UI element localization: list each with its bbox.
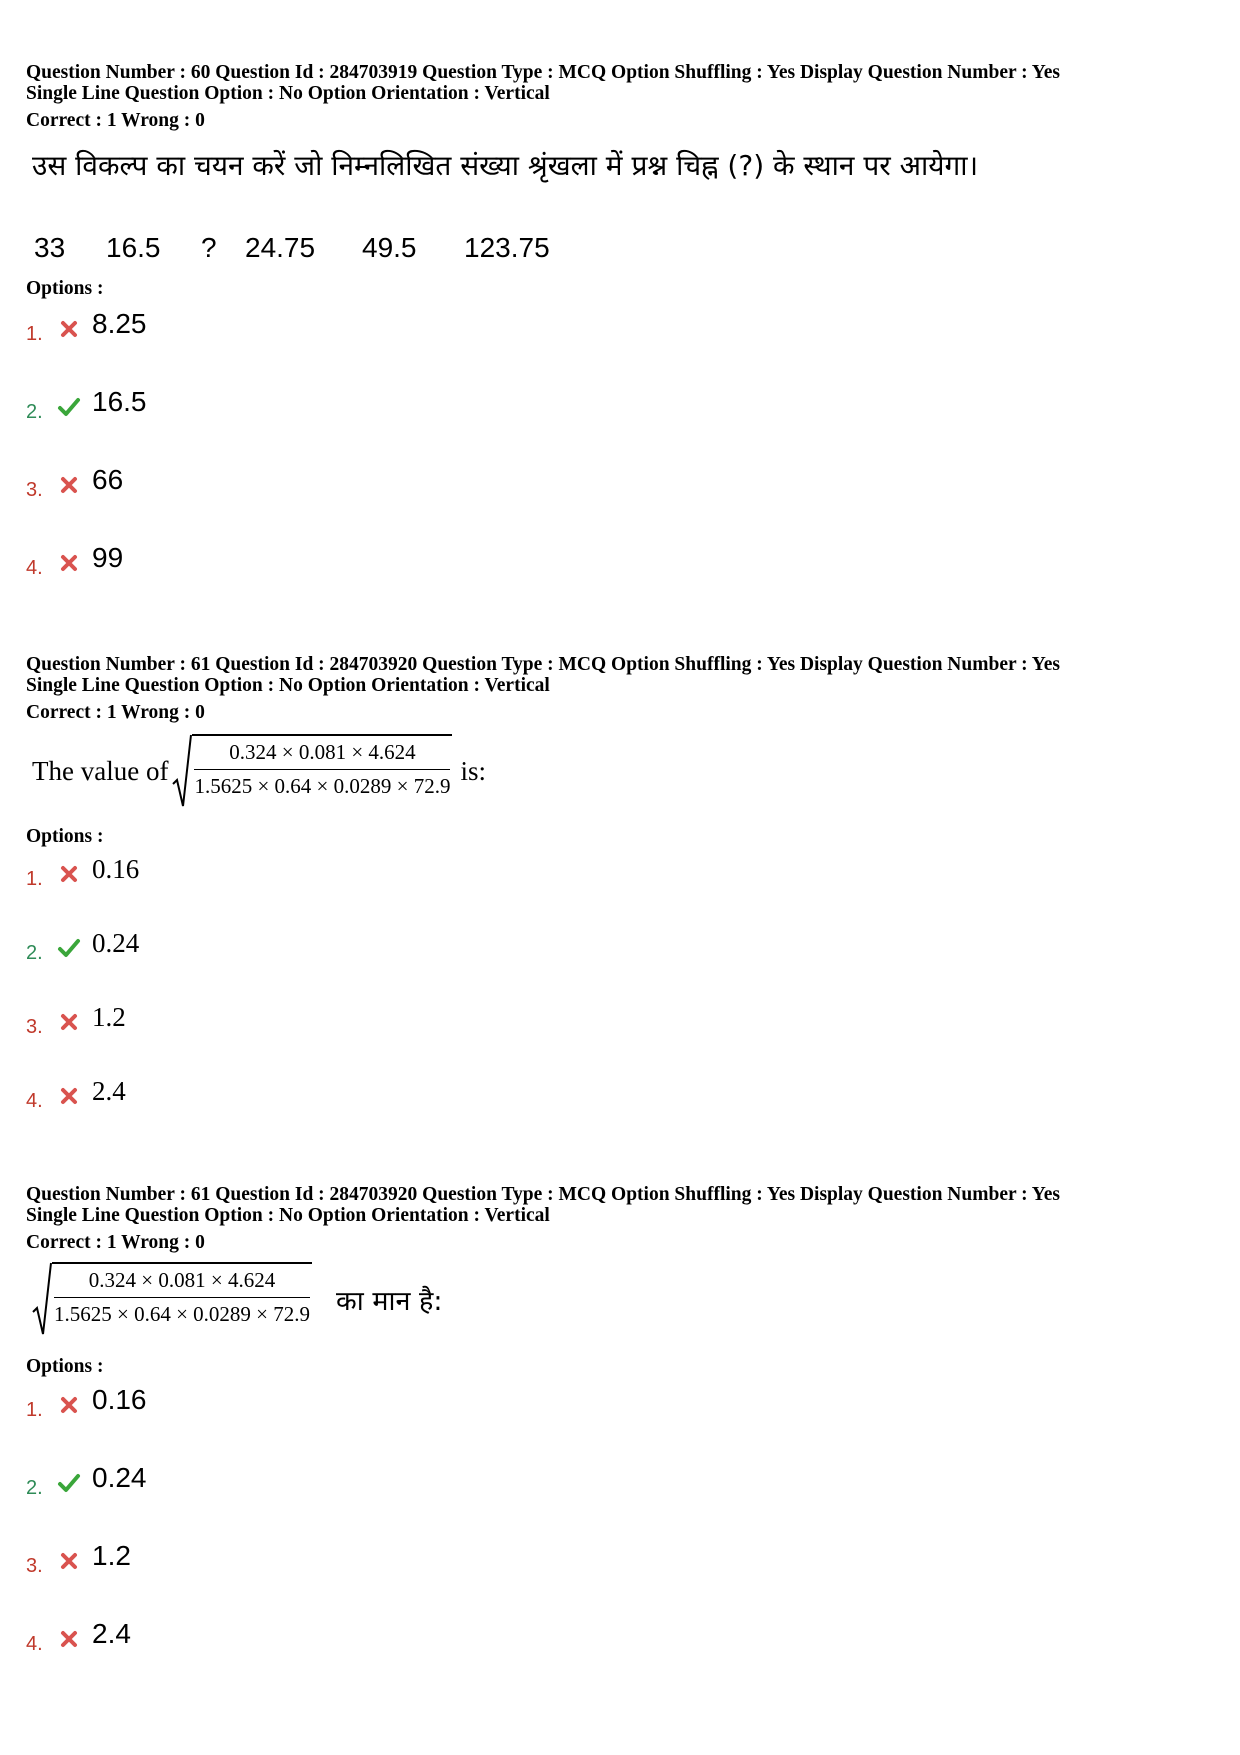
option-3[interactable] bbox=[26, 464, 124, 501]
cross-icon bbox=[56, 1009, 82, 1035]
cross-icon bbox=[56, 861, 82, 887]
fraction bbox=[52, 1262, 312, 1336]
option-value: 1.2 bbox=[92, 1540, 131, 1571]
question-tail-text: is: bbox=[460, 755, 486, 786]
option-number: 1. bbox=[26, 323, 43, 345]
option-value: 16.5 bbox=[92, 386, 147, 417]
cross-icon bbox=[56, 1083, 82, 1109]
series-term: 49.5 bbox=[362, 232, 417, 263]
series-term: 16.5 bbox=[106, 232, 161, 263]
score-line: Correct : 1 Wrong : 0 bbox=[26, 702, 205, 723]
option-value: 0.24 bbox=[92, 928, 140, 958]
option-2[interactable] bbox=[26, 928, 140, 964]
numerator: 0.324 × 0.081 × 4.624 bbox=[54, 1268, 310, 1298]
number-series bbox=[34, 232, 550, 264]
cross-icon bbox=[56, 550, 82, 576]
cross-icon bbox=[56, 316, 82, 342]
option-number: 2. bbox=[26, 1477, 43, 1499]
check-icon bbox=[56, 935, 82, 961]
numerator: 0.324 × 0.081 × 4.624 bbox=[194, 740, 450, 770]
option-1[interactable] bbox=[26, 1384, 147, 1421]
option-number: 2. bbox=[26, 942, 43, 964]
option-4[interactable] bbox=[26, 1076, 126, 1112]
question-meta-line1: Question Number : 61 Question Id : 284703920 Question Type : MCQ Option Shuffling : Yes Display Question Number : Yes bbox=[26, 654, 1060, 675]
cross-icon bbox=[56, 472, 82, 498]
series-term: ? bbox=[201, 232, 217, 263]
series-term: 24.75 bbox=[245, 232, 316, 263]
question-meta-line1: Question Number : 60 Question Id : 284703919 Question Type : MCQ Option Shuffling : Yes Display Question Number : Yes bbox=[26, 62, 1060, 83]
question-meta-line2: Single Line Question Option : No Option Orientation : Vertical bbox=[26, 675, 550, 696]
option-number: 4. bbox=[26, 1090, 43, 1112]
cross-icon bbox=[56, 1392, 82, 1418]
option-3[interactable] bbox=[26, 1540, 131, 1577]
series-term: 33 bbox=[34, 232, 66, 263]
score-line: Correct : 1 Wrong : 0 bbox=[26, 110, 205, 131]
question-formula bbox=[32, 1262, 442, 1336]
option-number: 1. bbox=[26, 868, 43, 890]
option-value: 2.4 bbox=[92, 1618, 131, 1649]
option-number: 4. bbox=[26, 1633, 43, 1655]
fraction bbox=[192, 734, 452, 808]
option-value: 0.24 bbox=[92, 1462, 147, 1493]
series-term: 123.75 bbox=[464, 232, 550, 263]
option-1[interactable] bbox=[26, 854, 140, 890]
square-root bbox=[32, 1262, 312, 1336]
option-value: 8.25 bbox=[92, 308, 147, 339]
question-tail-text: का मान है: bbox=[336, 1285, 443, 1317]
option-2[interactable] bbox=[26, 386, 147, 423]
denominator: 1.5625 × 0.64 × 0.0289 × 72.9 bbox=[194, 774, 451, 798]
square-root bbox=[172, 734, 452, 808]
check-icon bbox=[56, 1470, 82, 1496]
option-4[interactable] bbox=[26, 1618, 131, 1655]
score-line: Correct : 1 Wrong : 0 bbox=[26, 1232, 205, 1253]
option-number: 4. bbox=[26, 557, 43, 579]
question-meta-line2: Single Line Question Option : No Option Orientation : Vertical bbox=[26, 1205, 550, 1226]
denominator: 1.5625 × 0.64 × 0.0289 × 72.9 bbox=[54, 1302, 311, 1326]
option-number: 3. bbox=[26, 479, 43, 501]
check-icon bbox=[56, 394, 82, 420]
option-number: 1. bbox=[26, 1399, 43, 1421]
cross-icon bbox=[56, 1626, 82, 1652]
option-4[interactable] bbox=[26, 542, 124, 579]
option-value: 66 bbox=[92, 464, 124, 495]
option-1[interactable] bbox=[26, 308, 147, 345]
option-value: 0.16 bbox=[92, 854, 140, 884]
options-label: Options : bbox=[26, 826, 104, 847]
option-value: 2.4 bbox=[92, 1076, 126, 1106]
option-value: 99 bbox=[92, 542, 124, 573]
option-number: 3. bbox=[26, 1016, 43, 1038]
option-value: 1.2 bbox=[92, 1002, 126, 1032]
question-text: उस विकल्प का चयन करें जो निम्नलिखित संख्या श्रृंखला में प्रश्न चिह्न (?) के स्थान पर आयेगा। bbox=[32, 149, 979, 182]
option-2[interactable] bbox=[26, 1462, 147, 1499]
options-label: Options : bbox=[26, 1356, 104, 1377]
question-lead-text: The value of bbox=[32, 755, 169, 786]
options-label: Options : bbox=[26, 278, 104, 299]
question-60 bbox=[26, 62, 1216, 579]
cross-icon bbox=[56, 1548, 82, 1574]
question-meta-line2: Single Line Question Option : No Option Orientation : Vertical bbox=[26, 83, 550, 104]
option-number: 3. bbox=[26, 1555, 43, 1577]
option-3[interactable] bbox=[26, 1002, 126, 1038]
option-number: 2. bbox=[26, 401, 43, 423]
question-formula bbox=[32, 734, 486, 808]
question-meta-line1: Question Number : 61 Question Id : 284703920 Question Type : MCQ Option Shuffling : Yes Display Question Number : Yes bbox=[26, 1184, 1060, 1205]
option-value: 0.16 bbox=[92, 1384, 147, 1415]
